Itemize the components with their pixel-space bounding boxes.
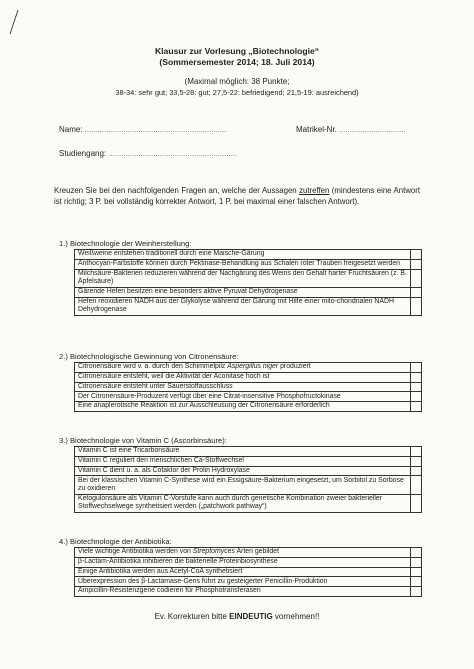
section-4-title: 4.) Biotechnologie der Antibiotika:	[59, 537, 172, 546]
instructions	[54, 186, 420, 207]
checkbox[interactable]	[411, 392, 422, 402]
answer-text: Bei der klassischen Vitamin C-Synthese wird ein Essigsäure-Bakterium eingesetzt, um Sorbitol zu Sorbose zu oxidieren	[75, 476, 411, 494]
answer-text: Einige Antibiotika werden aus Acetyl-CoA synthetisiert	[75, 567, 411, 577]
answer-text-part: Citronensäure wird v. a. durch den Schimmelpilz	[78, 363, 228, 371]
max-points: (Maximal möglich: 38 Punkte;	[184, 77, 290, 86]
answer-text: Citronensäure entsteht unter Sauerstoffausschluss	[75, 382, 411, 392]
answer-text: Ketogulonsäure als Vitamin C-Vorstufe kann auch durch genetische Kombination zweier bakterieller Stoffwechselwege synthetisiert werden („patchwork pathway“)	[75, 494, 411, 512]
answer-row	[75, 548, 422, 558]
answer-text: Milchsäure-Bakterien reduzieren während der Nachgärung des Weins den Gehalt harter Fruchtsäuren (z. B. Äpfelsäure)	[75, 269, 411, 287]
section-4-table	[74, 547, 422, 597]
answer-text: Anthocyan-Farbstoffe können durch Pektinase-Behandlung aus Schalen roter Trauben freigesetzt werden	[75, 259, 411, 269]
matrikel-label: Matrikel-Nr.	[296, 125, 337, 134]
footer-text-1: Ev. Korrekturen bitte	[154, 612, 230, 621]
matrikel-dots: ...............................	[339, 127, 406, 134]
answer-row	[75, 466, 422, 476]
checkbox[interactable]	[411, 494, 422, 512]
checkbox[interactable]	[411, 587, 422, 597]
answer-text-part: Arten gebildet	[234, 548, 279, 556]
answer-text: Vitamin C reguliert den menschlichen Ca-Stoffwechsel	[75, 456, 411, 466]
section-2-title: 2.) Biotechnologische Gewinnung von Citronensäure:	[59, 352, 239, 361]
checkbox[interactable]	[411, 577, 422, 587]
checkbox[interactable]	[411, 557, 422, 567]
section-2-table	[74, 362, 422, 412]
checkbox[interactable]	[411, 456, 422, 466]
answer-text: Hefen reoxidieren NADH aus der Glykolyse während der Gärung mit Hilfe einer mito-chondrialen NADH Dehydrogenase	[75, 297, 411, 315]
section-3-title: 3.) Biotechnologie von Vitamin C (Ascorbinsäure):	[59, 436, 227, 445]
instructions-underlined: zutreffen	[299, 186, 330, 195]
instructions-text-2: (mindestens eine Antwort ist richtig; 3 P. bei vollständig korrekter Antwort, 1 P. bei maximal einer falschen Antwort).	[54, 186, 420, 206]
answer-row	[75, 287, 422, 297]
answer-text: Vitamin C dient u. a. als Cofaktor der Prolin Hydroxylase	[75, 466, 411, 476]
answer-text: Der Citronensäure-Produzent verfügt über eine Citrat-insensitive Phosphofructokinase	[75, 392, 411, 402]
name-label: Name:	[59, 125, 83, 134]
answer-text: Überexpression des β-Lactamase-Gens führt zu gesteigerter Penicillin-Produktion	[75, 577, 411, 587]
answer-row	[75, 392, 422, 402]
answer-text	[75, 363, 411, 373]
answer-row	[75, 372, 422, 382]
answer-text-part: Viele wichtige Antibiotika werden von	[78, 548, 193, 556]
checkbox[interactable]	[411, 363, 422, 373]
answer-row	[75, 297, 422, 315]
grade-scale: 38-34: sehr gut; 33,5-28: gut; 27,5-22: befriedigend; 21,5-19: ausreichend)	[115, 88, 359, 97]
answer-row	[75, 494, 422, 512]
answer-row	[75, 259, 422, 269]
answer-text: Vitamin C ist eine Tricarbonsäure	[75, 447, 411, 457]
footer-emphasis: EINDEUTIG	[229, 612, 273, 621]
answer-row	[75, 557, 422, 567]
checkbox[interactable]	[411, 250, 422, 260]
answer-row	[75, 456, 422, 466]
organism-name: Streptomyces	[192, 548, 235, 556]
matrikel-field[interactable]	[296, 125, 406, 134]
checkbox[interactable]	[411, 466, 422, 476]
checkbox[interactable]	[411, 269, 422, 287]
exam-date: (Sommersemester 2014; 18. Juli 2014)	[159, 57, 315, 67]
checkbox[interactable]	[411, 476, 422, 494]
answer-row	[75, 567, 422, 577]
instructions-text-1: Kreuzen Sie bei den nachfolgenden Fragen an, welche der Aussagen	[54, 186, 300, 195]
section-1-table	[74, 249, 422, 316]
answer-row	[75, 269, 422, 287]
answer-row	[75, 587, 422, 597]
answer-text: Ampicillin-Resistenzgene codieren für Phosphotransferasen	[75, 587, 411, 597]
answer-row	[75, 363, 422, 373]
name-field[interactable]	[59, 125, 226, 134]
answer-text: Citronensäure entsteht, weil die Aktivität der Aconitase hoch ist	[75, 372, 411, 382]
answer-text: Eine anaplerotische Reaktion ist zur Ausschleusung der Citronensäure erforderlich	[75, 402, 411, 412]
footer-note	[0, 612, 474, 621]
answer-row	[75, 402, 422, 412]
checkbox[interactable]	[411, 548, 422, 558]
studiengang-dots: ............................................................	[108, 151, 238, 158]
checkbox[interactable]	[411, 382, 422, 392]
checkbox[interactable]	[411, 287, 422, 297]
checkbox[interactable]	[411, 402, 422, 412]
answer-row	[75, 382, 422, 392]
exam-title: Klausur zur Vorlesung „Biotechnologie“	[154, 46, 320, 56]
section-1-title: 1.) Biotechnologie der Weinherstellung:	[59, 239, 192, 248]
answer-row	[75, 250, 422, 260]
answer-text	[75, 548, 411, 558]
answer-text: Weißweine entstehen traditionell durch eine Maische-Gärung	[75, 250, 411, 260]
pen-stroke-mark	[8, 8, 20, 36]
answer-row	[75, 447, 422, 457]
checkbox[interactable]	[411, 372, 422, 382]
checkbox[interactable]	[411, 297, 422, 315]
answer-row	[75, 476, 422, 494]
organism-name: Aspergillus niger	[227, 363, 279, 371]
answer-row	[75, 577, 422, 587]
section-3-table	[74, 446, 422, 513]
studiengang-field[interactable]	[59, 149, 237, 158]
answer-text: Gärende Hefen besitzen eine besonders aktive Pyruvat Dehydrogenase	[75, 287, 411, 297]
answer-text: β-Lactam-Antibiotika inhibieren die bakterielle Proteinbiosynthese	[75, 557, 411, 567]
checkbox[interactable]	[411, 447, 422, 457]
answer-text-part: produziert	[278, 363, 311, 371]
checkbox[interactable]	[411, 259, 422, 269]
footer-text-2: vornehmen!!	[272, 612, 320, 621]
name-dots: ..................................................................	[84, 127, 227, 134]
checkbox[interactable]	[411, 567, 422, 577]
studiengang-label: Studiengang:	[59, 149, 107, 158]
